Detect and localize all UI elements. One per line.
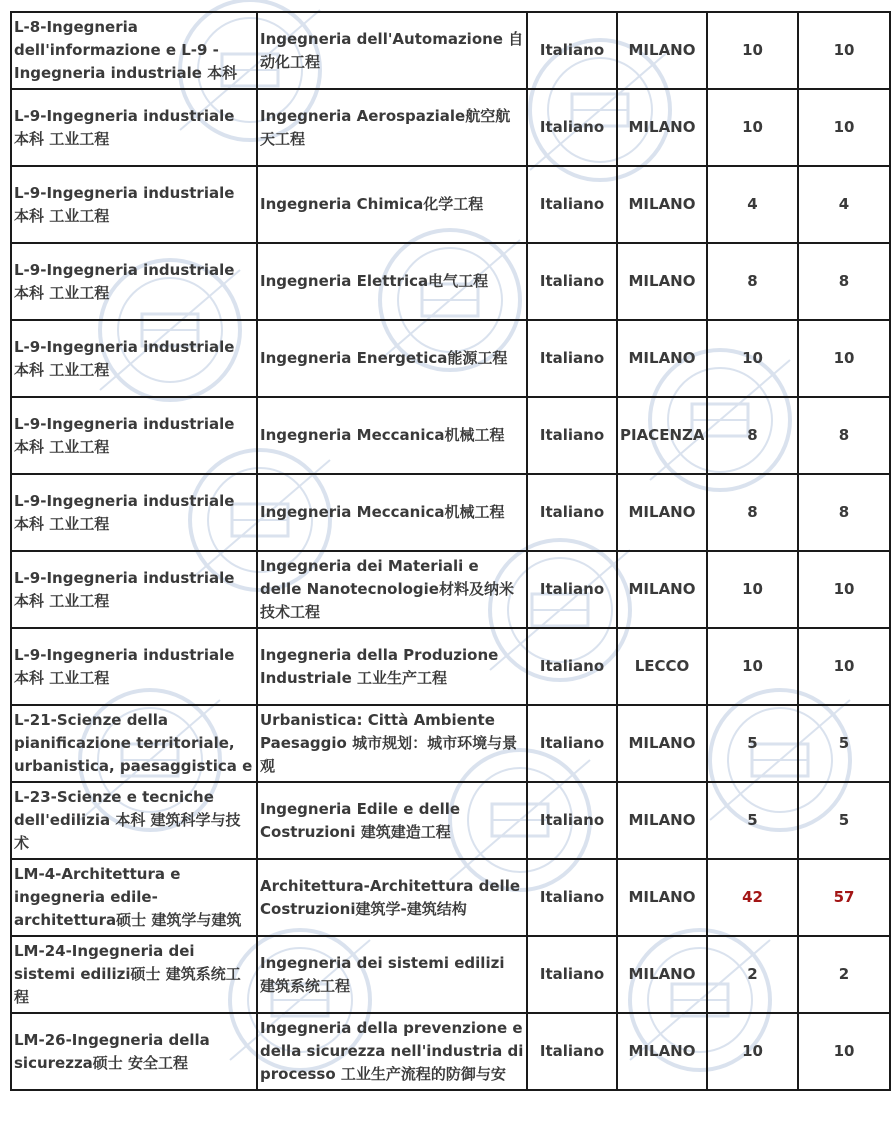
seats-a-text: 10 bbox=[742, 580, 763, 598]
seats-a-cell bbox=[707, 12, 798, 89]
city-text: MILANO bbox=[628, 41, 696, 59]
seats-b-text: 8 bbox=[838, 426, 850, 444]
table-row bbox=[11, 320, 890, 397]
city-cell bbox=[617, 936, 707, 1013]
seats-a-cell bbox=[707, 243, 798, 320]
course-name-cell bbox=[257, 89, 527, 166]
seats-b-text: 5 bbox=[838, 811, 850, 829]
language-cell bbox=[527, 782, 617, 859]
language-text: Italiano bbox=[539, 426, 605, 444]
table-row bbox=[11, 859, 890, 936]
seats-a-text: 42 bbox=[742, 888, 763, 906]
city-cell bbox=[617, 628, 707, 705]
seats-b-cell bbox=[798, 12, 890, 89]
seats-a-text: 10 bbox=[742, 1042, 763, 1060]
class-code-text: L-9-Ingegneria industriale 本科 工业工程 bbox=[14, 260, 235, 302]
course-name-text: Ingegneria Energetica能源工程 bbox=[260, 349, 508, 367]
program-table bbox=[10, 11, 891, 1091]
seats-a-text: 8 bbox=[747, 426, 758, 444]
city-cell bbox=[617, 320, 707, 397]
class-code-text: L-9-Ingegneria industriale 本科 工业工程 bbox=[14, 568, 235, 610]
language-text: Italiano bbox=[539, 272, 605, 290]
language-cell bbox=[527, 166, 617, 243]
city-cell bbox=[617, 551, 707, 628]
class-code-text: L-23-Scienze e tecniche dell'edilizia 本科 建筑科学与技术 bbox=[14, 788, 241, 852]
seats-b-cell bbox=[798, 859, 890, 936]
language-text: Italiano bbox=[539, 118, 605, 136]
city-text: MILANO bbox=[628, 272, 696, 290]
seats-a-cell bbox=[707, 705, 798, 782]
language-text: Italiano bbox=[539, 811, 605, 829]
class-code-text: L-21-Scienze della pianificazione territoriale, urbanistica, paesaggistica e bbox=[14, 711, 253, 775]
city-text: MILANO bbox=[628, 811, 696, 829]
seats-a-text: 2 bbox=[747, 965, 758, 983]
seats-a-cell bbox=[707, 397, 798, 474]
city-cell bbox=[617, 166, 707, 243]
seats-a-text: 10 bbox=[742, 349, 763, 367]
city-cell bbox=[617, 859, 707, 936]
seats-b-cell bbox=[798, 474, 890, 551]
language-cell bbox=[527, 12, 617, 89]
course-name-text: Ingegneria della prevenzione e della sicurezza nell'industria di processo 工业生产流程的防御与安 bbox=[260, 1019, 524, 1083]
seats-a-text: 5 bbox=[747, 811, 758, 829]
program-table-body bbox=[11, 12, 890, 1090]
language-cell bbox=[527, 320, 617, 397]
seats-b-cell bbox=[798, 551, 890, 628]
seats-b-cell bbox=[798, 705, 890, 782]
course-name-cell bbox=[257, 859, 527, 936]
seats-a-cell bbox=[707, 859, 798, 936]
table-row bbox=[11, 705, 890, 782]
city-text: MILANO bbox=[628, 349, 696, 367]
seats-b-text: 10 bbox=[833, 1042, 855, 1060]
city-text: MILANO bbox=[628, 503, 696, 521]
class-code-cell bbox=[11, 782, 257, 859]
city-text: MILANO bbox=[628, 965, 696, 983]
seats-a-text: 10 bbox=[742, 118, 763, 136]
class-code-cell bbox=[11, 397, 257, 474]
class-code-text: L-9-Ingegneria industriale 本科 工业工程 bbox=[14, 183, 235, 225]
course-name-cell bbox=[257, 474, 527, 551]
seats-a-cell bbox=[707, 89, 798, 166]
city-text: MILANO bbox=[628, 888, 696, 906]
table-row bbox=[11, 397, 890, 474]
class-code-text: L-8-Ingegneria dell'informazione e L-9 - Ingegneria industriale 本科 bbox=[14, 18, 238, 82]
city-cell bbox=[617, 705, 707, 782]
class-code-cell bbox=[11, 551, 257, 628]
language-text: Italiano bbox=[539, 503, 605, 521]
table-row bbox=[11, 628, 890, 705]
course-name-cell bbox=[257, 1013, 527, 1090]
language-cell bbox=[527, 859, 617, 936]
seats-a-cell bbox=[707, 166, 798, 243]
course-name-cell bbox=[257, 705, 527, 782]
city-cell bbox=[617, 1013, 707, 1090]
city-text: MILANO bbox=[628, 195, 696, 213]
seats-b-text: 10 bbox=[833, 118, 855, 136]
course-name-text: Ingegneria Aerospaziale航空航天工程 bbox=[260, 106, 511, 148]
seats-a-text: 10 bbox=[742, 657, 763, 675]
seats-b-text: 10 bbox=[833, 41, 855, 59]
language-cell bbox=[527, 705, 617, 782]
class-code-text: L-9-Ingegneria industriale 本科 工业工程 bbox=[14, 106, 235, 148]
city-cell bbox=[617, 243, 707, 320]
course-name-cell bbox=[257, 320, 527, 397]
city-text: MILANO bbox=[628, 1042, 696, 1060]
class-code-text: LM-4-Architettura e ingegneria edile-architettura硕士 建筑学与建筑 bbox=[14, 865, 242, 929]
seats-b-text: 10 bbox=[833, 657, 855, 675]
course-name-text: Ingegneria della Produzione Industriale 工业生产工程 bbox=[260, 645, 499, 687]
seats-a-cell bbox=[707, 551, 798, 628]
course-name-cell bbox=[257, 12, 527, 89]
seats-b-cell bbox=[798, 936, 890, 1013]
seats-b-text: 2 bbox=[838, 965, 850, 983]
course-name-text: Ingegneria dei sistemi edilizi 建筑系统工程 bbox=[260, 953, 505, 995]
seats-b-cell bbox=[798, 782, 890, 859]
course-name-cell bbox=[257, 551, 527, 628]
course-name-text: Urbanistica: Città Ambiente Paesaggio 城市规划：城市环境与景观 bbox=[260, 711, 518, 775]
course-name-text: Ingegneria Meccanica机械工程 bbox=[260, 503, 505, 521]
class-code-text: LM-24-Ingegneria dei sistemi edilizi硕士 建筑系统工程 bbox=[14, 942, 241, 1006]
city-cell bbox=[617, 397, 707, 474]
language-cell bbox=[527, 1013, 617, 1090]
class-code-cell bbox=[11, 12, 257, 89]
table-row bbox=[11, 12, 890, 89]
course-name-cell bbox=[257, 243, 527, 320]
table-row bbox=[11, 89, 890, 166]
seats-b-cell bbox=[798, 397, 890, 474]
table-row bbox=[11, 166, 890, 243]
course-name-cell bbox=[257, 166, 527, 243]
seats-b-cell bbox=[798, 89, 890, 166]
course-name-cell bbox=[257, 936, 527, 1013]
course-name-text: Ingegneria dell'Automazione 自动化工程 bbox=[260, 29, 524, 71]
class-code-text: L-9-Ingegneria industriale 本科 工业工程 bbox=[14, 645, 235, 687]
course-name-cell bbox=[257, 782, 527, 859]
language-text: Italiano bbox=[539, 965, 605, 983]
table-row bbox=[11, 936, 890, 1013]
language-text: Italiano bbox=[539, 657, 605, 675]
seats-a-text: 4 bbox=[747, 195, 758, 213]
course-name-cell bbox=[257, 397, 527, 474]
seats-a-cell bbox=[707, 474, 798, 551]
city-text: MILANO bbox=[628, 118, 696, 136]
language-cell bbox=[527, 89, 617, 166]
language-text: Italiano bbox=[539, 580, 605, 598]
class-code-text: LM-26-Ingegneria della sicurezza硕士 安全工程 bbox=[14, 1030, 210, 1072]
city-cell bbox=[617, 12, 707, 89]
class-code-cell bbox=[11, 705, 257, 782]
seats-a-cell bbox=[707, 1013, 798, 1090]
class-code-text: L-9-Ingegneria industriale 本科 工业工程 bbox=[14, 414, 235, 456]
city-cell bbox=[617, 89, 707, 166]
class-code-cell bbox=[11, 89, 257, 166]
class-code-cell bbox=[11, 166, 257, 243]
table-row bbox=[11, 551, 890, 628]
seats-b-cell bbox=[798, 1013, 890, 1090]
seats-b-text: 10 bbox=[833, 580, 855, 598]
language-text: Italiano bbox=[539, 41, 605, 59]
seats-b-text: 10 bbox=[833, 349, 855, 367]
seats-b-text: 57 bbox=[833, 888, 855, 906]
city-text: PIACENZA bbox=[620, 426, 704, 444]
language-text: Italiano bbox=[539, 349, 605, 367]
seats-a-text: 10 bbox=[742, 41, 763, 59]
course-name-cell bbox=[257, 628, 527, 705]
language-text: Italiano bbox=[539, 195, 605, 213]
city-text: MILANO bbox=[628, 580, 696, 598]
seats-a-text: 5 bbox=[747, 734, 758, 752]
city-text: LECCO bbox=[634, 657, 690, 675]
table-row bbox=[11, 1013, 890, 1090]
seats-b-text: 8 bbox=[838, 503, 850, 521]
city-text: MILANO bbox=[628, 734, 696, 752]
course-name-text: Ingegneria Chimica化学工程 bbox=[260, 195, 484, 213]
class-code-cell bbox=[11, 859, 257, 936]
language-text: Italiano bbox=[539, 888, 605, 906]
table-row bbox=[11, 782, 890, 859]
class-code-cell bbox=[11, 628, 257, 705]
language-text: Italiano bbox=[539, 734, 605, 752]
seats-b-cell bbox=[798, 628, 890, 705]
language-cell bbox=[527, 936, 617, 1013]
language-cell bbox=[527, 628, 617, 705]
course-name-text: Ingegneria Edile e delle Costruzioni 建筑建造工程 bbox=[260, 799, 461, 841]
seats-b-cell bbox=[798, 320, 890, 397]
seats-a-text: 8 bbox=[747, 272, 758, 290]
language-cell bbox=[527, 551, 617, 628]
seats-b-text: 8 bbox=[838, 272, 850, 290]
city-cell bbox=[617, 474, 707, 551]
course-name-text: Ingegneria dei Materiali e delle Nanotecnologie材料及纳米技术工程 bbox=[260, 557, 514, 621]
course-name-text: Architettura-Architettura delle Costruzioni建筑学-建筑结构 bbox=[260, 876, 521, 918]
class-code-cell bbox=[11, 243, 257, 320]
language-text: Italiano bbox=[539, 1042, 605, 1060]
seats-b-text: 4 bbox=[838, 195, 850, 213]
class-code-cell bbox=[11, 1013, 257, 1090]
class-code-cell bbox=[11, 936, 257, 1013]
table-row bbox=[11, 474, 890, 551]
class-code-cell bbox=[11, 474, 257, 551]
seats-a-text: 8 bbox=[747, 503, 758, 521]
seats-a-cell bbox=[707, 936, 798, 1013]
course-name-text: Ingegneria Meccanica机械工程 bbox=[260, 426, 505, 444]
class-code-text: L-9-Ingegneria industriale 本科 工业工程 bbox=[14, 337, 235, 379]
language-cell bbox=[527, 474, 617, 551]
language-cell bbox=[527, 397, 617, 474]
class-code-cell bbox=[11, 320, 257, 397]
seats-a-cell bbox=[707, 628, 798, 705]
class-code-text: L-9-Ingegneria industriale 本科 工业工程 bbox=[14, 491, 235, 533]
seats-b-text: 5 bbox=[838, 734, 850, 752]
seats-b-cell bbox=[798, 166, 890, 243]
city-cell bbox=[617, 782, 707, 859]
seats-a-cell bbox=[707, 782, 798, 859]
course-name-text: Ingegneria Elettrica电气工程 bbox=[260, 272, 489, 290]
seats-b-cell bbox=[798, 243, 890, 320]
table-row bbox=[11, 243, 890, 320]
language-cell bbox=[527, 243, 617, 320]
seats-a-cell bbox=[707, 320, 798, 397]
